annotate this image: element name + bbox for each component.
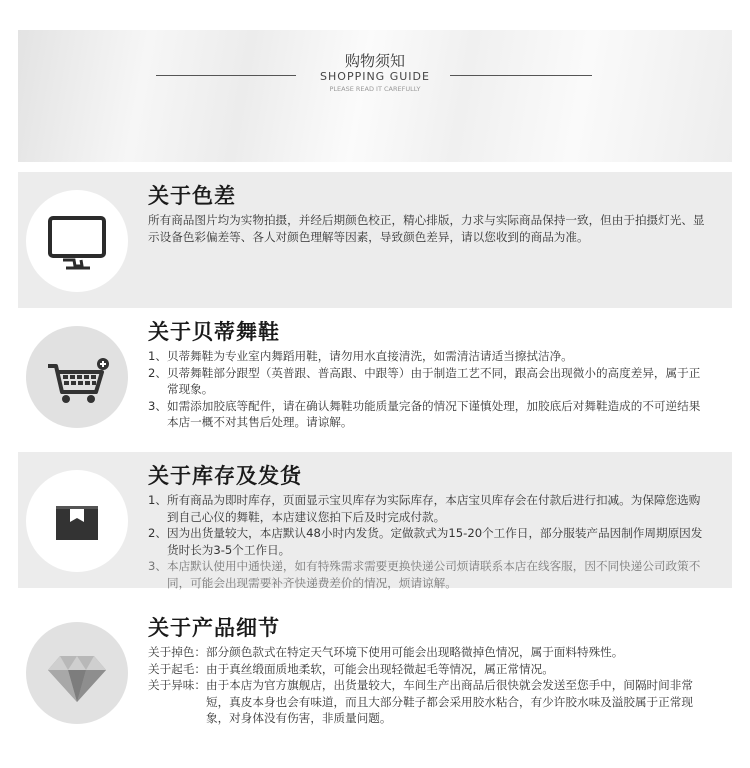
list-item [148,525,708,558]
list-item [148,558,708,591]
section-dance-shoes [18,308,732,444]
list-item [148,661,708,678]
package-box-icon [26,470,128,572]
item-label: 关于掉色： [148,645,206,659]
item-label: 关于起毛： [148,661,206,676]
item-label: 关于异味： [148,678,206,692]
section-color-difference [18,172,732,308]
section-heading: 关于产品细节 [148,616,280,640]
item-number: 3、 [148,398,167,413]
list-item [148,492,708,525]
item-text: 部分颜色款式在特定天气环境下使用可能会出现略微掉色情况，属于面料特殊性。 [205,645,624,659]
list-item [148,398,708,431]
item-text: 所有商品为即时库存，页面显示宝贝库存为实际库存，本店宝贝库存会在付款后进行扣减。为保障您选购到自己心仪的舞鞋，本店建议您拍下后及时完成付款。 [166,493,701,524]
header-banner [18,30,732,162]
item-text: 贝蒂舞鞋部分跟型（英普跟、普高跟、中跟等）由于制造工艺不同，跟高会出现微小的高度差异，属于正常现象。 [166,365,701,396]
section-body [148,348,708,431]
item-text: 因为出货量较大，本店默认48小时内发货。定做款式为15-20个工作日，部分服装产品因制作周期原因发货时长为3-5个工作日。 [166,526,703,557]
section-inventory-shipping [18,452,732,588]
item-text: 如需添加胶底等配件，请在确认舞鞋功能质量完备的情况下谨慎处理，加胶底后对舞鞋造成的不可逆结果本店一概不对其售后处理。请谅解。 [166,398,701,429]
item-number: 1、 [148,493,167,507]
paragraph: 所有商品图片均为实物拍摄，并经后期颜色校正，精心排版，力求与实际商品保持一致，但由于拍摄灯光、显示设备色彩偏差等、各人对颜色理解等因素，导致颜色差异，请以您收到的商品为准。 [148,213,705,244]
section-body [148,212,708,245]
item-number: 3、 [148,559,167,573]
header-tagline: PLEASE READ IT CAREFULLY [329,85,421,93]
item-number: 2、 [148,526,167,540]
list-item [148,644,708,661]
section-heading: 关于色差 [148,184,236,208]
header-subtitle: SHOPPING GUIDE [320,70,430,83]
list-item [148,677,708,727]
item-text: 本店默认使用中通快递，如有特殊需求需要更换快递公司烦请联系本店在线客服，因不同快递公司政策不同，可能会出现需要补齐快递费差价的情况，烦请谅解。 [166,559,701,590]
list-item [148,348,708,365]
diamond-icon [26,622,128,724]
item-text: 贝蒂舞鞋为专业室内舞蹈用鞋，请勿用水直接清洗，如需清洁请适当擦拭洁净。 [166,349,573,363]
section-body [148,644,708,727]
section-heading: 关于贝蒂舞鞋 [148,320,280,344]
item-text: 由于本店为官方旗舰店，出货量较大，车间生产出商品后很快就会发送至您手中，间隔时间非常短，真皮本身也会有味道，而且大部分鞋子都会采用胶水粘合，有少许胶水味及溢胶属于正常现象，对身体没有伤害，非质量问题。 [205,678,693,725]
section-heading: 关于库存及发货 [148,464,302,488]
item-text: 由于真丝缎面质地柔软，可能会出现轻微起毛等情况，属正常情况。 [205,661,554,676]
monitor-icon [26,190,128,292]
item-number: 1、 [148,349,167,363]
item-number: 2、 [148,365,167,380]
header-title: 购物须知 [344,52,405,70]
section-body [148,492,708,591]
shopping-cart-add-icon [26,326,128,428]
list-item [148,365,708,398]
section-product-details [18,604,732,740]
